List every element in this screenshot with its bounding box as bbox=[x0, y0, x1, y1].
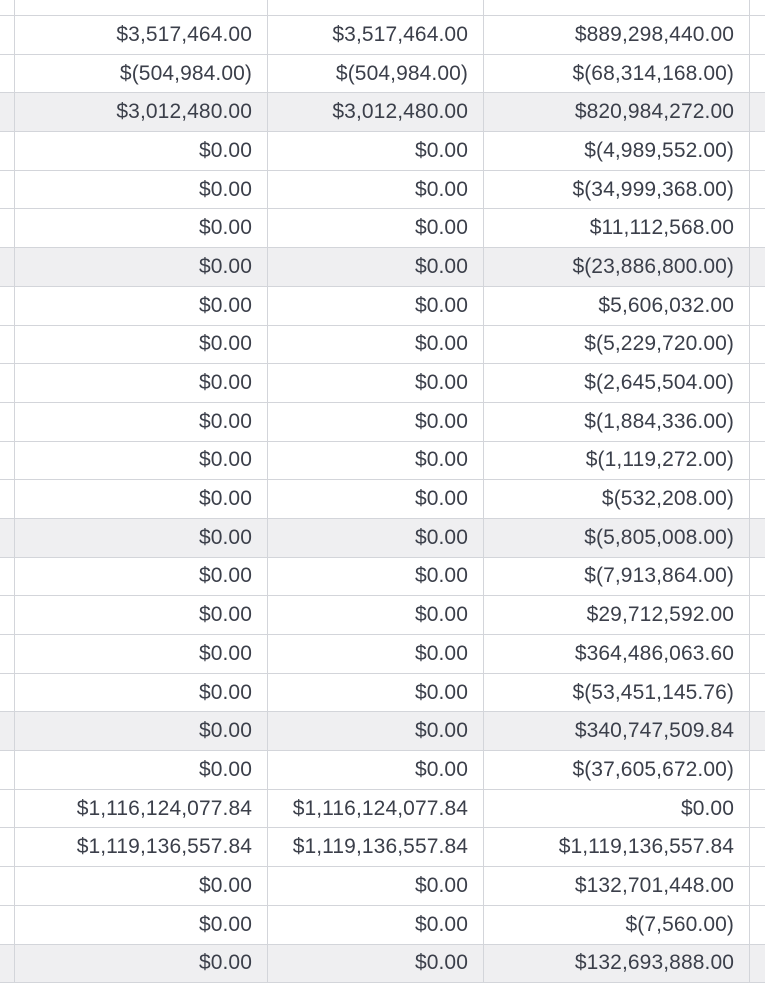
table-cell-col1[interactable]: $0.00 bbox=[15, 248, 268, 286]
row-gutter-cell bbox=[0, 596, 15, 634]
table-cell-col2[interactable]: $0.00 bbox=[268, 287, 484, 325]
trailing-gutter-cell bbox=[750, 403, 765, 441]
trailing-gutter-cell bbox=[750, 945, 765, 983]
table-row-subtotal bbox=[0, 945, 765, 984]
table-cell-col2[interactable]: $0.00 bbox=[268, 519, 484, 557]
table-row bbox=[0, 751, 765, 790]
row-gutter-cell bbox=[0, 519, 15, 557]
table-cell-col3[interactable]: $5,606,032.00 bbox=[484, 287, 750, 325]
row-gutter-cell bbox=[0, 16, 15, 54]
table-cell-col1[interactable]: $0.00 bbox=[15, 132, 268, 170]
trailing-gutter-cell bbox=[750, 596, 765, 634]
trailing-gutter-cell bbox=[750, 16, 765, 54]
trailing-gutter-cell bbox=[750, 442, 765, 480]
table-row-subtotal bbox=[0, 248, 765, 287]
table-cell-col1[interactable]: $0.00 bbox=[15, 674, 268, 712]
table-cell-col3[interactable]: $(2,645,504.00) bbox=[484, 364, 750, 402]
table-cell-col2[interactable]: $1,116,124,077.84 bbox=[268, 790, 484, 828]
table-cell-col2[interactable]: $0.00 bbox=[268, 364, 484, 402]
table-cell-col2[interactable]: $0.00 bbox=[268, 442, 484, 480]
row-gutter-cell bbox=[0, 712, 15, 750]
table-cell-col3[interactable]: $(23,886,800.00) bbox=[484, 248, 750, 286]
row-gutter-cell bbox=[0, 209, 15, 247]
table-cell-col3[interactable]: $(34,999,368.00) bbox=[484, 171, 750, 209]
table-cell-col2[interactable]: $0.00 bbox=[268, 326, 484, 364]
table-cell-col2[interactable]: $0.00 bbox=[268, 248, 484, 286]
table-cell-col3[interactable]: $820,984,272.00 bbox=[484, 93, 750, 131]
table-cell-col1[interactable]: $1,116,124,077.84 bbox=[15, 790, 268, 828]
table-cell-col2[interactable]: $0.00 bbox=[268, 712, 484, 750]
table-cell-col1[interactable]: $3,517,464.00 bbox=[15, 16, 268, 54]
trailing-gutter-cell bbox=[750, 674, 765, 712]
table-row bbox=[0, 635, 765, 674]
row-gutter-cell bbox=[0, 442, 15, 480]
trailing-gutter-cell bbox=[750, 248, 765, 286]
row-gutter-cell bbox=[0, 635, 15, 673]
table-header-row bbox=[0, 0, 765, 16]
table-cell-col2[interactable]: $0.00 bbox=[268, 596, 484, 634]
trailing-gutter-cell bbox=[750, 519, 765, 557]
table-cell-col1[interactable]: $0.00 bbox=[15, 906, 268, 944]
trailing-gutter-cell bbox=[750, 906, 765, 944]
table-cell-col3[interactable]: $364,486,063.60 bbox=[484, 635, 750, 673]
column-header-1[interactable] bbox=[15, 0, 268, 15]
table-cell-col2[interactable]: $0.00 bbox=[268, 403, 484, 441]
table-cell-col3[interactable]: $889,298,440.00 bbox=[484, 16, 750, 54]
table-row bbox=[0, 364, 765, 403]
table-cell-col3[interactable]: $(7,560.00) bbox=[484, 906, 750, 944]
table-cell-col1[interactable]: $0.00 bbox=[15, 558, 268, 596]
table-cell-col3[interactable]: $(37,605,672.00) bbox=[484, 751, 750, 789]
table-row bbox=[0, 674, 765, 713]
row-gutter-cell bbox=[0, 248, 15, 286]
table-row-subtotal bbox=[0, 519, 765, 558]
trailing-gutter-cell bbox=[750, 171, 765, 209]
table-cell-col3[interactable]: $(7,913,864.00) bbox=[484, 558, 750, 596]
table-cell-col1[interactable]: $0.00 bbox=[15, 596, 268, 634]
trailing-gutter-cell bbox=[750, 867, 765, 905]
table-row bbox=[0, 790, 765, 829]
table-cell-col3[interactable]: $0.00 bbox=[484, 790, 750, 828]
table-cell-col2[interactable]: $0.00 bbox=[268, 906, 484, 944]
table-cell-col2[interactable]: $(504,984.00) bbox=[268, 55, 484, 93]
trailing-gutter-cell bbox=[750, 635, 765, 673]
table-cell-col3[interactable]: $(5,805,008.00) bbox=[484, 519, 750, 557]
row-gutter-cell bbox=[0, 0, 15, 15]
table-cell-col3[interactable]: $(1,119,272.00) bbox=[484, 442, 750, 480]
table-row bbox=[0, 442, 765, 481]
table-cell-col1[interactable]: $0.00 bbox=[15, 209, 268, 247]
table-row bbox=[0, 55, 765, 94]
table-cell-col2[interactable]: $3,012,480.00 bbox=[268, 93, 484, 131]
table-cell-col3[interactable]: $(53,451,145.76) bbox=[484, 674, 750, 712]
trailing-gutter-cell bbox=[750, 480, 765, 518]
table-row bbox=[0, 558, 765, 597]
table-row bbox=[0, 287, 765, 326]
row-gutter-cell bbox=[0, 906, 15, 944]
trailing-gutter-cell bbox=[750, 326, 765, 364]
table-cell-col1[interactable]: $0.00 bbox=[15, 171, 268, 209]
trailing-gutter-cell bbox=[750, 790, 765, 828]
trailing-gutter-cell bbox=[750, 132, 765, 170]
table-body bbox=[0, 16, 765, 983]
table-cell-col2[interactable]: $0.00 bbox=[268, 558, 484, 596]
table-cell-col2[interactable]: $0.00 bbox=[268, 209, 484, 247]
row-gutter-cell bbox=[0, 326, 15, 364]
table-cell-col3[interactable]: $1,119,136,557.84 bbox=[484, 828, 750, 866]
table-cell-col1[interactable]: $0.00 bbox=[15, 403, 268, 441]
table-cell-col2[interactable]: $0.00 bbox=[268, 171, 484, 209]
table-cell-col1[interactable]: $0.00 bbox=[15, 751, 268, 789]
table-cell-col2[interactable]: $0.00 bbox=[268, 867, 484, 905]
row-gutter-cell bbox=[0, 287, 15, 325]
row-gutter-cell bbox=[0, 132, 15, 170]
row-gutter-cell bbox=[0, 751, 15, 789]
row-gutter-cell bbox=[0, 558, 15, 596]
table-cell-col3[interactable]: $340,747,509.84 bbox=[484, 712, 750, 750]
row-gutter-cell bbox=[0, 403, 15, 441]
trailing-gutter-cell bbox=[750, 558, 765, 596]
column-header-2[interactable] bbox=[268, 0, 484, 15]
table-row bbox=[0, 171, 765, 210]
trailing-gutter-cell bbox=[750, 209, 765, 247]
row-gutter-cell bbox=[0, 945, 15, 983]
row-gutter-cell bbox=[0, 790, 15, 828]
table-cell-col1[interactable]: $0.00 bbox=[15, 364, 268, 402]
row-gutter-cell bbox=[0, 55, 15, 93]
table-cell-col2[interactable]: $0.00 bbox=[268, 674, 484, 712]
table-cell-col1[interactable]: $0.00 bbox=[15, 867, 268, 905]
table-cell-col3[interactable]: $(68,314,168.00) bbox=[484, 55, 750, 93]
table-cell-col1[interactable]: $0.00 bbox=[15, 326, 268, 364]
table-cell-col1[interactable]: $0.00 bbox=[15, 287, 268, 325]
trailing-gutter-cell bbox=[750, 712, 765, 750]
row-gutter-cell bbox=[0, 93, 15, 131]
table-cell-col1[interactable]: $0.00 bbox=[15, 945, 268, 983]
table-cell-col2[interactable]: $1,119,136,557.84 bbox=[268, 828, 484, 866]
table-row bbox=[0, 132, 765, 171]
table-cell-col2[interactable]: $3,517,464.00 bbox=[268, 16, 484, 54]
table-cell-col1[interactable]: $0.00 bbox=[15, 635, 268, 673]
table-cell-col1[interactable]: $3,012,480.00 bbox=[15, 93, 268, 131]
row-gutter-cell bbox=[0, 828, 15, 866]
table-cell-col2[interactable]: $0.00 bbox=[268, 751, 484, 789]
table-row bbox=[0, 867, 765, 906]
table-cell-col3[interactable]: $(1,884,336.00) bbox=[484, 403, 750, 441]
column-header-3[interactable] bbox=[484, 0, 750, 15]
row-gutter-cell bbox=[0, 480, 15, 518]
table-cell-col3[interactable]: $11,112,568.00 bbox=[484, 209, 750, 247]
table-cell-col2[interactable]: $0.00 bbox=[268, 945, 484, 983]
table-row bbox=[0, 828, 765, 867]
table-row bbox=[0, 480, 765, 519]
table-cell-col1[interactable]: $0.00 bbox=[15, 519, 268, 557]
table-row-subtotal bbox=[0, 93, 765, 132]
table-row bbox=[0, 403, 765, 442]
trailing-gutter-cell bbox=[750, 0, 765, 15]
table-cell-col3[interactable]: $(4,989,552.00) bbox=[484, 132, 750, 170]
trailing-gutter-cell bbox=[750, 55, 765, 93]
table-cell-col2[interactable]: $0.00 bbox=[268, 480, 484, 518]
table-cell-col2[interactable]: $0.00 bbox=[268, 635, 484, 673]
table-cell-col3[interactable]: $(5,229,720.00) bbox=[484, 326, 750, 364]
table-row-subtotal bbox=[0, 712, 765, 751]
table-row bbox=[0, 906, 765, 945]
table-cell-col3[interactable]: $132,693,888.00 bbox=[484, 945, 750, 983]
row-gutter-cell bbox=[0, 171, 15, 209]
table-cell-col1[interactable]: $0.00 bbox=[15, 712, 268, 750]
table-cell-col1[interactable]: $1,119,136,557.84 bbox=[15, 828, 268, 866]
table-cell-col3[interactable]: $29,712,592.00 bbox=[484, 596, 750, 634]
table-cell-col1[interactable]: $(504,984.00) bbox=[15, 55, 268, 93]
table-cell-col1[interactable]: $0.00 bbox=[15, 442, 268, 480]
table-row bbox=[0, 326, 765, 365]
table-cell-col2[interactable]: $0.00 bbox=[268, 132, 484, 170]
row-gutter-cell bbox=[0, 867, 15, 905]
trailing-gutter-cell bbox=[750, 287, 765, 325]
table-cell-col1[interactable]: $0.00 bbox=[15, 480, 268, 518]
table-row bbox=[0, 596, 765, 635]
row-gutter-cell bbox=[0, 674, 15, 712]
table-cell-col3[interactable]: $132,701,448.00 bbox=[484, 867, 750, 905]
table-row bbox=[0, 16, 765, 55]
trailing-gutter-cell bbox=[750, 828, 765, 866]
trailing-gutter-cell bbox=[750, 751, 765, 789]
trailing-gutter-cell bbox=[750, 93, 765, 131]
trailing-gutter-cell bbox=[750, 364, 765, 402]
row-gutter-cell bbox=[0, 364, 15, 402]
table-row bbox=[0, 209, 765, 248]
table-cell-col3[interactable]: $(532,208.00) bbox=[484, 480, 750, 518]
